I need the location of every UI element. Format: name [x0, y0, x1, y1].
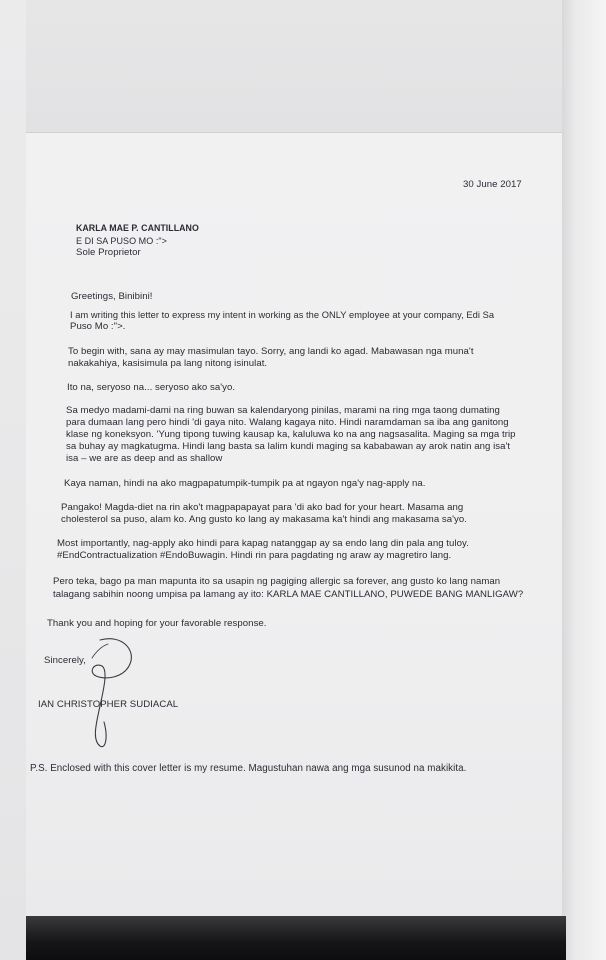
paragraph-4-line-2: para dumaan lang pero hindi 'di gaya nito. Walang kagaya nito. Hindi naramdaman sa iba ang ganitong [66, 417, 509, 428]
bottom-shadow [26, 916, 566, 960]
paragraph-2-line-1: To begin with, sana ay may masimulan tayo. Sorry, ang landi ko agad. Mabawasan nga muna't [68, 346, 474, 357]
paragraph-3: Ito na, seryoso na... seryoso ako sa'yo. [67, 382, 236, 393]
paragraph-1-line-2: Puso Mo :">. [70, 321, 126, 332]
paragraph-7-line-2: #EndContractualization #EndoBuwagin. Hindi rin para pagdating ng araw ay magretiro lang. [57, 550, 452, 561]
paragraph-8-line-2: talagang sabihin noong umpisa pa lamang ay ito: KARLA MAE CANTILLANO, PUWEDE BANG MANLIGAW? [53, 589, 524, 600]
paragraph-8-line-1: Pero teka, bago pa man mapunta ito sa usapin ng pagiging allergic sa forever, ang gusto ko lang naman [53, 576, 501, 587]
paragraph-4-line-4: sa buhay ay magkatugma. Hindi lang basta sa lalim kundi maging sa kababawan ay arok natin ang isa't [66, 441, 511, 452]
paragraph-5: Kaya naman, hindi na ako magpapatumpik-tumpik pa at ngayon nga'y nag-apply na. [64, 478, 426, 489]
sender-name: IAN CHRISTOPHER SUDIACAL [38, 699, 179, 710]
paragraph-4-line-5: isa – we are as deep and as shallow [66, 453, 223, 464]
sign-off: Sincerely, [44, 655, 86, 666]
recipient-company: E DI SA PUSO MO :"> [76, 236, 167, 246]
paragraph-7-line-1: Most importantly, nag-apply ako hindi para kapag natanggap ay sa endo lang din pala ang tuloy. [57, 538, 469, 549]
paragraph-6-line-2: cholesterol sa puso, alam ko. Ang gusto ko lang ay makasama ka't hindi ang makasama sa'yo. [61, 514, 467, 525]
paragraph-6-line-1: Pangako! Magda-diet na rin ako't magpapapayat para 'di ako bad for your heart. Masama ang [61, 502, 464, 513]
paper-top-fold [26, 0, 562, 133]
paragraph-2-line-2: nakakahiya, kasisimula pa lang nitong isinulat. [68, 358, 268, 369]
closing-line: Thank you and hoping for your favorable response. [47, 618, 267, 629]
greeting: Greetings, Binibini! [71, 291, 153, 302]
recipient-title: Sole Proprietor [76, 247, 141, 258]
paragraph-4-line-1: Sa medyo madami-dami na ring buwan sa kalendaryong pinilas, marami na ring mga taong dumating [66, 405, 500, 416]
paragraph-4-line-3: klase ng koneksyon. 'Yung tipong tuwing kausap ka, kaluluwa ko na ang nagsasalita. Maging sa mga trip [66, 429, 516, 440]
letter-date: 30 June 2017 [463, 179, 522, 190]
signature-image [78, 636, 140, 748]
photo-right-edge [562, 0, 606, 960]
paragraph-1-line-1: I am writing this letter to express my intent in working as the ONLY employee at your company, Edi Sa [70, 310, 495, 320]
postscript: P.S. Enclosed with this cover letter is my resume. Magustuhan nawa ang mga susunod na makikita. [30, 763, 467, 774]
recipient-name: KARLA MAE P. CANTILLANO [76, 223, 199, 233]
